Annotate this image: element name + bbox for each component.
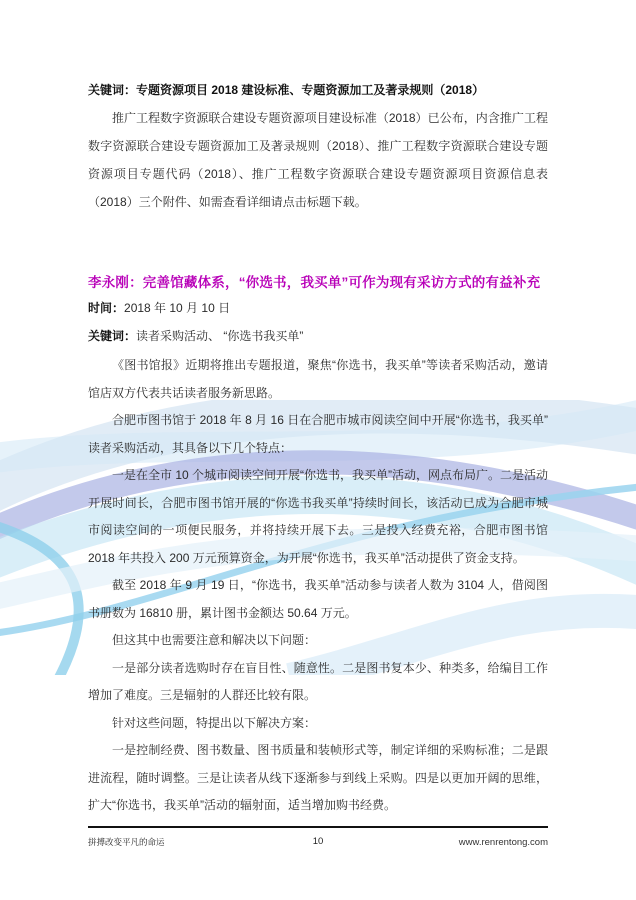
article-paragraph: 截至 2018 年 9 月 19 日，“你选书，我买单”活动参与读者人数为 3104 人，借阅图书册数为 16810 册，累计图书金额达 50.64 万元。: [88, 578, 548, 620]
footer-divider: [88, 826, 548, 828]
intro-paragraph: 推广工程数字资源联合建设专题资源项目建设标准（2018）已公布，内含推广工程数字资源联合建设专题资源加工及著录规则（2018）、推广工程数字资源联合建设专题资源项目专题代码（2018）、推广工程数字资源联合建设专题资源项目资源信息表（2018）三个附件、如需查看详细请点击标题下载。: [88, 111, 548, 209]
article-body: [88, 352, 548, 820]
page-content: [88, 0, 548, 820]
article-paragraph: 一是在全市 10 个城市阅读空间开展“你选书，我买单”活动，网点布局广。二是活动开展时间长，合肥市图书馆开展的“你选书我买单”持续时间长，该活动已成为合肥市城市阅读空间的一项便民服务，并将持续开展下去。三是投入经费充裕，合肥市图书馆 2018 年共投入 200 万元预算资金，为开展“你选书，我买单”活动提供了资金支持。: [88, 468, 549, 565]
article-keywords-value: 读者采购活动、 “你选书我买单”: [136, 329, 304, 343]
article-paragraph: 一是部分读者选购时存在盲目性、随意性。二是图书复本少、种类多，给编目工作增加了难度。三是辐射的人群还比较有限。: [88, 660, 548, 702]
page-number: 10: [312, 836, 324, 847]
article-paragraph: 合肥市图书馆于 2018 年 8 月 16 日在合肥市城市阅读空间中开展“你选书，我买单”读者采购活动，其具备以下几个特点：: [88, 413, 548, 455]
time-value: 2018 年 10 月 10 日: [124, 301, 231, 315]
article-title: 李永刚：完善馆藏体系，“你选书，我买单”可作为现有采访方式的有益补充: [88, 275, 541, 290]
article-paragraph: 针对这些问题，特提出以下解决方案：: [112, 715, 317, 730]
keywords-label: 关键词：: [88, 83, 137, 97]
top-keywords-line: [88, 76, 548, 104]
article-keywords-line: [88, 322, 548, 350]
footer-website: www.renrentong.com: [458, 837, 548, 848]
keywords-text: 专题资源项目 2018 建设标准、专题资源加工及著录规则（2018）: [136, 83, 485, 97]
time-label: 时间：: [88, 301, 125, 315]
page-footer: [88, 836, 548, 848]
time-line: [88, 294, 548, 322]
article-paragraph: 《图书馆报》近期将推出专题报道，聚焦“你选书，我买单”等读者采购活动，邀请馆店双方代表共话读者服务新思路。: [88, 358, 548, 400]
article-keywords-label: 关键词：: [88, 329, 137, 343]
article-paragraph: 一是控制经费、图书数量、图书质量和装帧形式等，制定详细的采购标准；二是跟进流程，随时调整。三是让读者从线下逐渐参与到线上采购。四是以更加开阔的思维，扩大“你选书，我买单”活动的辐射面，适当增加购书经费。: [88, 743, 548, 812]
footer-slogan: 拼搏改变平凡的命运: [88, 837, 165, 847]
article-paragraph: 但这其中也需要注意和解决以下问题：: [112, 633, 317, 647]
